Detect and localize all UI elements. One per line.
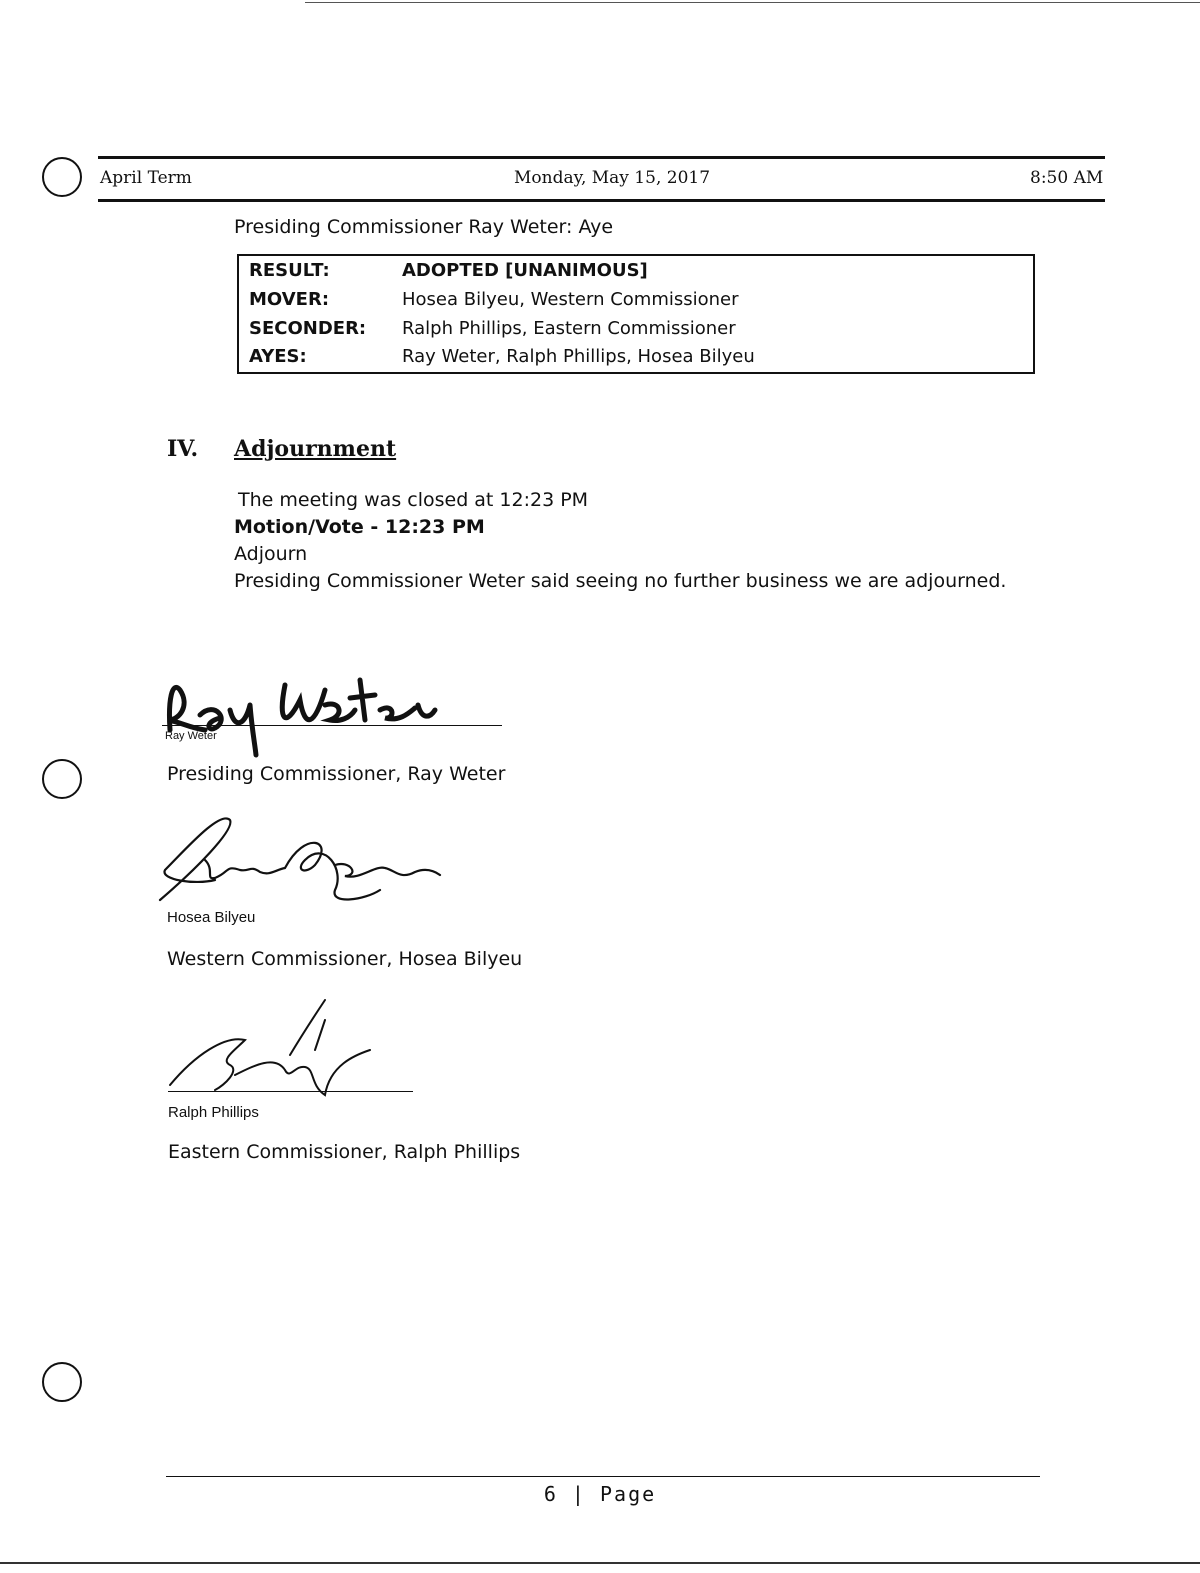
motion-vote-line: Motion/Vote - 12:23 PM	[234, 516, 485, 538]
section-title: Adjournment	[234, 436, 397, 462]
presiding-vote-line: Presiding Commissioner Ray Weter: Aye	[234, 216, 614, 238]
signature-ralph-phillips	[165, 995, 425, 1105]
signer-caption-3: Eastern Commissioner, Ralph Phillips	[168, 1141, 521, 1163]
adjourned-statement: Presiding Commissioner Weter said seeing no further business we are adjourned.	[234, 570, 1007, 592]
result-value: ADOPTED [UNANIMOUS]	[402, 260, 648, 281]
ayes-label: AYES:	[249, 346, 307, 367]
header-term: April Term	[100, 168, 192, 188]
binder-hole-top	[42, 157, 82, 197]
result-label: RESULT:	[249, 260, 330, 281]
header-date: Monday, May 15, 2017	[514, 168, 711, 188]
binder-hole-bottom	[42, 1362, 82, 1402]
vote-result-table	[237, 254, 1035, 374]
signature-hosea-bilyeu	[155, 810, 455, 910]
header-rule-bottom	[98, 199, 1105, 202]
adjourn-line: Adjourn	[234, 543, 308, 565]
header-rule-top	[98, 156, 1105, 159]
scan-bottom-edge-line	[0, 1562, 1200, 1564]
ayes-value: Ray Weter, Ralph Phillips, Hosea Bilyeu	[402, 346, 755, 367]
signer-caption-2: Western Commissioner, Hosea Bilyeu	[167, 948, 523, 970]
mover-label: MOVER:	[249, 289, 330, 310]
signer-printed-name-2: Hosea Bilyeu	[167, 909, 256, 926]
meeting-closed-line: The meeting was closed at 12:23 PM	[238, 489, 589, 511]
seconder-value: Ralph Phillips, Eastern Commissioner	[402, 318, 736, 339]
signature-line-3	[168, 1091, 413, 1092]
signature-line-1	[162, 725, 502, 726]
mover-value: Hosea Bilyeu, Western Commissioner	[402, 289, 739, 310]
scan-top-edge-line	[305, 2, 1200, 3]
section-number: IV.	[167, 436, 199, 462]
signer-printed-name-3: Ralph Phillips	[168, 1104, 259, 1121]
signer-caption-1: Presiding Commissioner, Ray Weter	[167, 763, 506, 785]
seconder-label: SECONDER:	[249, 318, 367, 339]
signer-printed-name-1: Ray Weter	[165, 730, 217, 742]
header-time: 8:50 AM	[1030, 168, 1104, 188]
binder-hole-middle	[42, 759, 82, 799]
signature-ray-weter	[160, 660, 460, 760]
page-number: 6 | Page	[543, 1482, 657, 1506]
footer-rule	[166, 1476, 1040, 1477]
